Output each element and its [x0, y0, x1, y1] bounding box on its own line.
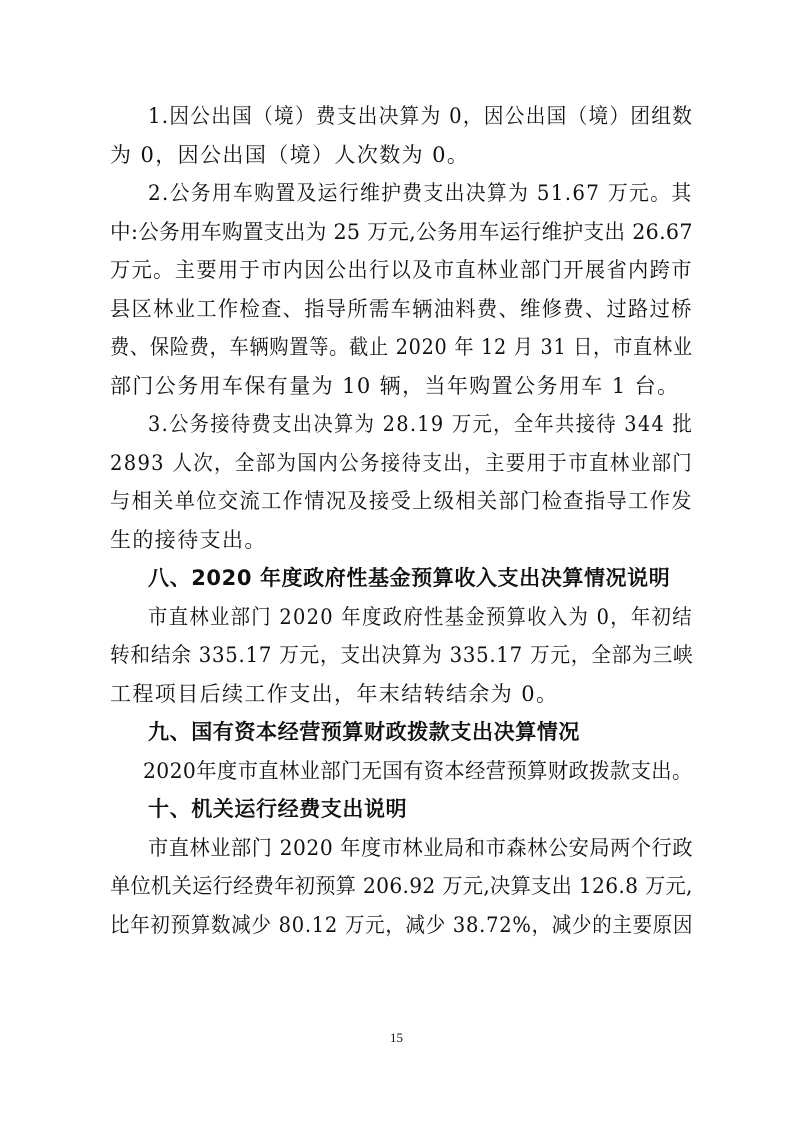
paragraph-line: 2893 人次，全部为国内公务接待支出，主要用于市直林业部门: [110, 451, 694, 475]
paragraph-line: 1.因公出国（境）费支出决算为 0，因公出国（境）团组数: [148, 104, 694, 128]
page-number: 15: [390, 1030, 403, 1045]
section-heading-10: 十、机关运行经费支出说明: [148, 797, 408, 821]
paragraph-line: 万元。主要用于市内因公出行以及市直林业部门开展省内跨市: [110, 258, 693, 282]
paragraph-line: 市直林业部门 2020 年度市林业局和市森林公安局两个行政: [148, 836, 694, 860]
paragraph-line: 2.公务用车购置及运行维护费支出决算为 51.67 万元。其: [148, 181, 693, 205]
section-heading-9: 九、国有资本经营预算财政拨款支出决算情况: [148, 720, 580, 744]
paragraph-line: 县区林业工作检查、指导所需车辆油料费、维修费、过路过桥: [110, 297, 693, 321]
paragraph-line: 市直林业部门 2020 年度政府性基金预算收入为 0，年初结: [148, 605, 693, 629]
paragraph-line: 工程项目后续工作支出，年末结转结余为 0。: [110, 682, 559, 706]
paragraph-line: 单位机关运行经费年初预算 206.92 万元,决算支出 126.8 万元,: [110, 874, 693, 898]
paragraph-line: 为 0，因公出国（境）人次数为 0。: [110, 143, 470, 167]
paragraph-line: 比年初预算数减少 80.12 万元，减少 38.72%，减少的主要原因: [110, 913, 694, 937]
paragraph-line: 2020年度市直林业部门无国有资本经营预算财政拨款支出。: [143, 759, 693, 783]
paragraph-line: 转和结余 335.17 万元，支出决算为 335.17 万元，全部为三峡: [110, 643, 694, 667]
paragraph-line: 中:公务用车购置支出为 25 万元,公务用车运行维护支出 26.67: [110, 220, 693, 244]
paragraph-line: 3.公务接待费支出决算为 28.19 万元，全年共接待 344 批: [148, 412, 694, 436]
section-heading-8: 八、2020 年度政府性基金预算收入支出决算情况说明: [148, 566, 671, 590]
paragraph-line: 与相关单位交流工作情况及接受上级相关部门检查指导工作发: [110, 489, 693, 513]
paragraph-line: 生的接待支出。: [110, 528, 267, 552]
paragraph-line: 部门公务用车保有量为 10 辆，当年购置公务用车 1 台。: [110, 374, 680, 398]
paragraph-line: 费、保险费，车辆购置等。截止 2020 年 12 月 31 日，市直林业: [110, 335, 693, 359]
